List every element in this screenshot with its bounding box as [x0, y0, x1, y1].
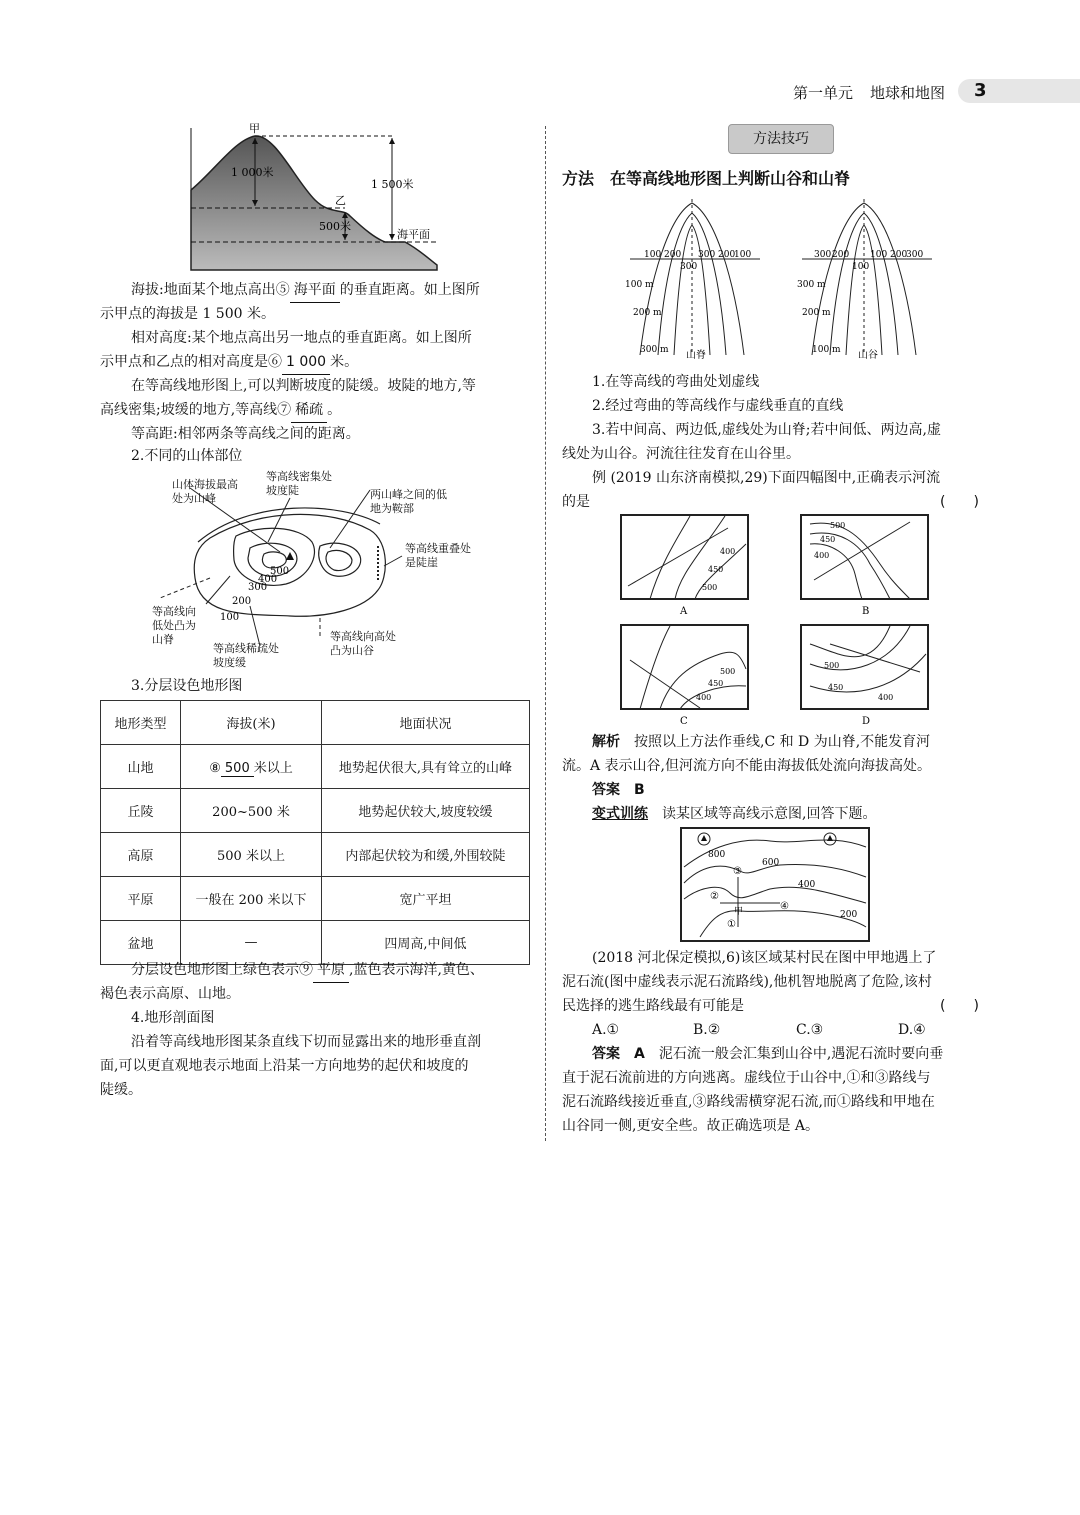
saddle-annotation: 两山峰之间的低 地为鞍部 [370, 488, 447, 515]
map-400: 400 [798, 880, 816, 890]
valley-top-300b: 300 [906, 250, 924, 260]
table-header: 海拔(米) [181, 701, 322, 745]
profile-line-2: 面,可以更直观地表示地面上沿某一方向地势的起伏和坡度的 [100, 1058, 469, 1074]
valley-side-300: 300 m [797, 280, 826, 290]
example-paren: ( ) [940, 494, 979, 510]
height-500-label: 500米 [319, 220, 351, 233]
table-header-row [101, 701, 530, 745]
table-row [101, 789, 530, 833]
ridge-side-300: 300 m [640, 345, 669, 355]
map-mark-2: ② [710, 891, 719, 902]
elevation-figure [185, 120, 445, 280]
option-d-400: 400 [878, 693, 894, 702]
step-2: 2.经过弯曲的等高线作与虚线垂直的直线 [592, 398, 844, 414]
table-row [101, 877, 530, 921]
answer-2-line-3: 泥石流路线接近垂直,③路线需横穿泥石流,而①路线和甲地在 [562, 1094, 935, 1110]
column-divider [545, 126, 546, 1141]
ridge-annotation: 等高线向 低处凸为 山脊 [152, 605, 196, 646]
valley-top-100a: 100 [852, 262, 870, 272]
table-cell: ⑧ 500 米以上 [181, 745, 322, 789]
table-cell: 山地 [101, 745, 181, 789]
step-3a: 3.若中间高、两边低,虚线处为山脊;若中间低、两边高,虚 [592, 422, 941, 438]
table-cell: 盆地 [101, 921, 181, 965]
contour-map-figure [680, 827, 870, 943]
table-cell: 地势起伏较大,坡度较缓 [322, 789, 530, 833]
option-d-label: D [862, 716, 871, 727]
color-line-2: 褐色表示高原、山地。 [100, 986, 240, 1002]
option-d-450: 450 [828, 683, 844, 692]
table-cell: 内部起伏较为和缓,外围较陡 [322, 833, 530, 877]
chapter-label: 地球和地图 [870, 84, 946, 102]
choice-d: D.④ [898, 1022, 926, 1038]
variant-line: 变式训练 读某区域等高线示意图,回答下题。 [592, 806, 877, 822]
ridge-top-100a: 100 [644, 250, 662, 260]
choice-b: B.② [693, 1022, 721, 1038]
answer-2-line-4: 山谷同一侧,更安全些。故正确选项是 A。 [562, 1118, 820, 1134]
option-b-500: 500 [830, 521, 846, 530]
profile-line-3: 陡缓。 [100, 1082, 142, 1098]
ridge-top-200a: 200 [664, 250, 682, 260]
option-a-label: A [680, 606, 688, 617]
option-d-figure [800, 624, 930, 734]
contour-200: 200 [232, 596, 252, 607]
altitude-line-1: 海拔:地面某个地点高出⑤ 海平面 的垂直距离。如上图所 [131, 278, 480, 303]
section-3-heading: 3.分层设色地形图 [131, 678, 243, 694]
map-800: 800 [708, 850, 726, 860]
slope-line-1: 在等高线地形图上,可以判断坡度的陡缓。坡陡的地方,等 [131, 378, 476, 394]
blank-9: 平原 [313, 958, 349, 983]
table-row [101, 745, 530, 789]
gentle-annotation: 等高线稀疏处 坡度缓 [213, 642, 279, 669]
ridge-figure [620, 195, 770, 365]
contour-100: 100 [220, 612, 240, 623]
answer-2-line-1: 答案 A 泥石流一般会汇集到山谷中,遇泥石流时要向垂 [592, 1046, 944, 1062]
relative-line-2: 示甲点和乙点的相对高度是⑥ 1 000 米。 [100, 350, 358, 375]
valley-top-300a: 300 [814, 250, 832, 260]
point-b-label: 乙 [335, 194, 346, 207]
valley-side-200: 200 m [802, 308, 831, 318]
valley-label: 山谷 [858, 350, 878, 361]
option-c-450: 450 [708, 679, 724, 688]
height-1000-label: 1 000米 [231, 166, 274, 179]
valley-figure [792, 195, 942, 365]
ridge-top-300a: 300 [680, 262, 698, 272]
table-cell: 500 米以上 [181, 833, 322, 877]
sea-level-label: 海平面 [397, 228, 430, 241]
method-badge: 方法技巧 [728, 124, 834, 154]
table-cell: 四周高,中间低 [322, 921, 530, 965]
table-row [101, 833, 530, 877]
option-a-figure [620, 514, 750, 624]
contour-500: 500 [270, 566, 290, 577]
steep-annotation: 等高线密集处 坡度陡 [266, 470, 332, 497]
blank-8: 500 [221, 761, 254, 777]
table-cell: 平原 [101, 877, 181, 921]
ridge-top-100b: 100 [734, 250, 752, 260]
table-cell: 丘陵 [101, 789, 181, 833]
map-mark-jia: 甲 [734, 907, 744, 917]
table-header: 地形类型 [101, 701, 181, 745]
contour-400: 400 [258, 574, 278, 585]
interval-line: 等高距:相邻两条等高线之间的距离。 [131, 426, 360, 442]
question-line-2: 泥石流(图中虚线表示泥石流路线),他机智地脱离了危险,该村 [562, 974, 932, 990]
question-paren: ( ) [940, 998, 979, 1014]
step-3b: 线处为山谷。河流往往发育在山谷里。 [562, 446, 800, 462]
answer-2-line-2: 直于泥石流前进的方向逃离。虚线位于山谷中,①和③路线与 [562, 1070, 931, 1086]
option-b-400: 400 [814, 551, 830, 560]
table-cell: 200~500 米 [181, 789, 322, 833]
ridge-label: 山脊 [686, 350, 706, 361]
terrain-table [100, 700, 530, 965]
valley-top-200a: 200 [832, 250, 850, 260]
table-cell: — [181, 921, 322, 965]
color-line-1: 分层设色地形图上绿色表示⑨ 平原 ,蓝色表示海洋,黄色、 [131, 958, 484, 983]
option-a-400: 400 [720, 547, 736, 556]
altitude-line-2: 示甲点的海拔是 1 500 米。 [100, 306, 275, 322]
method-title: 方法 在等高线地形图上判断山谷和山脊 [562, 169, 851, 188]
unit-label: 第一单元 [793, 84, 854, 102]
map-mark-3: ③ [733, 866, 742, 877]
option-c-400: 400 [696, 693, 712, 702]
map-200: 200 [840, 910, 858, 920]
map-mark-4: ④ [780, 901, 789, 912]
height-1500-label: 1 500米 [371, 178, 414, 191]
valley-annotation: 等高线向高处 凸为山谷 [330, 630, 396, 657]
question-line-3: 民选择的逃生路线最有可能是 [562, 998, 744, 1014]
page-number: 3 [974, 80, 987, 101]
valley-side-100: 100 m [812, 345, 841, 355]
profile-line-1: 沿着等高线地形图某条直线下切而显露出来的地形垂直剖 [131, 1034, 481, 1050]
option-b-label: B [862, 606, 870, 617]
choice-a: A.① [592, 1022, 620, 1038]
relative-line-1: 相对高度:某个地点高出另一地点的垂直距离。如上图所 [131, 330, 472, 346]
analysis-line-1: 解析 按照以上方法作垂线,C 和 D 为山脊,不能发育河 [592, 734, 931, 750]
analysis-line-2: 流。A 表示山谷,但河流方向不能由海拔低处流向海拔高处。 [562, 758, 932, 774]
ridge-side-200: 200 m [633, 308, 662, 318]
blank-5: 海平面 [290, 278, 340, 303]
ridge-top-200b: 200 [718, 250, 736, 260]
section-4-heading: 4.地形剖面图 [131, 1010, 215, 1026]
peak-label: 甲 [249, 122, 260, 135]
table-header: 地面状况 [322, 701, 530, 745]
option-a-450: 450 [708, 565, 724, 574]
valley-top-200b: 200 [890, 250, 908, 260]
cliff-annotation: 等高线重叠处 是陡崖 [405, 542, 471, 569]
option-c-label: C [680, 716, 688, 727]
option-c-figure [620, 624, 750, 734]
option-c-500: 500 [720, 667, 736, 676]
question-line-1: (2018 河北保定模拟,6)该区域某村民在图中甲地遇上了 [592, 950, 937, 966]
mountain-shape [191, 136, 437, 270]
section-2-heading: 2.不同的山体部位 [131, 448, 243, 464]
example-line-1: 例 (2019 山东济南模拟,29)下面四幅图中,正确表示河流 [592, 470, 941, 486]
map-mark-1: ① [727, 919, 736, 930]
blank-6: 1 000 [282, 350, 330, 375]
step-1: 1.在等高线的弯曲处划虚线 [592, 374, 760, 390]
ridge-side-100: 100 m [625, 280, 654, 290]
slope-line-2: 高线密集;坡缓的地方,等高线⑦ 稀疏 。 [100, 398, 341, 423]
map-600: 600 [762, 858, 780, 868]
answer-1: 答案 B [592, 782, 645, 798]
table-cell: 地势起伏很大,具有耸立的山峰 [322, 745, 530, 789]
blank-7: 稀疏 [291, 398, 327, 423]
ridge-top-300b: 300 [698, 250, 716, 260]
contour-300: 300 [248, 582, 268, 593]
valley-top-100b: 100 [870, 250, 888, 260]
table-cell: 高原 [101, 833, 181, 877]
option-a-500: 500 [702, 583, 718, 592]
option-b-figure [800, 514, 930, 624]
option-d-500: 500 [824, 661, 840, 670]
example-line-2: 的是 [562, 494, 590, 510]
table-cell: 宽广平坦 [322, 877, 530, 921]
option-b-450: 450 [820, 535, 836, 544]
choice-c: C.③ [796, 1022, 824, 1038]
table-cell: 一般在 200 米以下 [181, 877, 322, 921]
peak-annotation: 山体海拔最高 处为山峰 [172, 478, 238, 505]
